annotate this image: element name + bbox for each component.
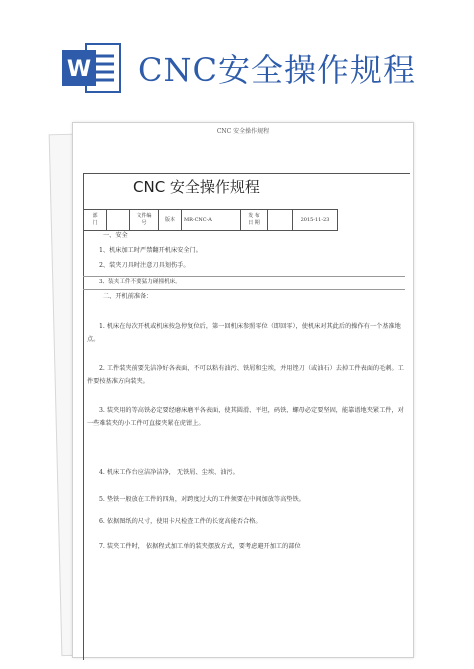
section-safety-heading: 一、安全 <box>103 232 128 239</box>
paragraph: 7. 装夹工件时， 依据程式加工单的装夹摆放方式，要考虑避开加工的部位 <box>99 543 301 550</box>
list-item: 1、机床加工时严禁翻开机床安全门。 <box>99 247 202 254</box>
word-document-icon <box>60 40 124 96</box>
dept-label: 部 门 <box>84 210 107 231</box>
list-item: 3、装夹工件不要猛力碰撞机床。 <box>99 279 181 285</box>
doc-code: MR-CNC-A <box>182 210 241 231</box>
version-label: 版本 <box>159 210 182 231</box>
banner <box>0 0 474 118</box>
paragraph: 3. 装夹用的等高铁必定要经磨床磨平各表面，使其圆滑、平坦，码铁、螺母必定要坚固，能靠谱地夹紧工件，对一些难装夹的小工件可直接夹紧在虎钳上。 <box>87 407 404 427</box>
paragraph: 1. 机床在每次开机或机床按急停复位后，第一回机床参照零位（即回零），使机床对其此后的操作有一个基准地点。 <box>87 323 401 343</box>
svg-text:W: W <box>66 57 92 82</box>
file-no-label: 文件编 号 <box>130 210 159 231</box>
running-head: CNC 安全操作规程 <box>216 128 270 135</box>
dept-value <box>107 210 130 231</box>
meta-table <box>83 209 338 231</box>
release-date: 2015-11-23 <box>293 210 338 231</box>
paragraph: 5. 垫铁一般放在工件的四角，对跨度过大的工件须要在中间加放等高垫铁。 <box>99 496 305 503</box>
banner-title: CNC安全操作规程 <box>138 51 416 89</box>
paragraph: 2. 工件装夹前要先洁净好各表面，不可以粘有油污、铁屑和尘埃，并用锉刀（或油石）去掉工件表面的毛刺。工件要按基准方向装夹。 <box>87 365 404 385</box>
date-label: 发 布 日 期 <box>241 210 268 231</box>
paragraph: 6. 依据图纸的尺寸，使用卡尺检查工件的长宽高能否合格。 <box>99 518 262 525</box>
document-page <box>72 122 414 658</box>
paragraph: 4. 机床工作台应洁净洁净， 无铁屑、尘埃、油污。 <box>99 469 239 476</box>
list-item: 2、装夹刀具时注意刀具划伤手。 <box>99 262 190 269</box>
section-prep-heading: 二、开机前准备： <box>103 293 153 300</box>
document-title: CNC 安全操作规程 <box>133 178 260 196</box>
date-spacer <box>268 210 293 231</box>
